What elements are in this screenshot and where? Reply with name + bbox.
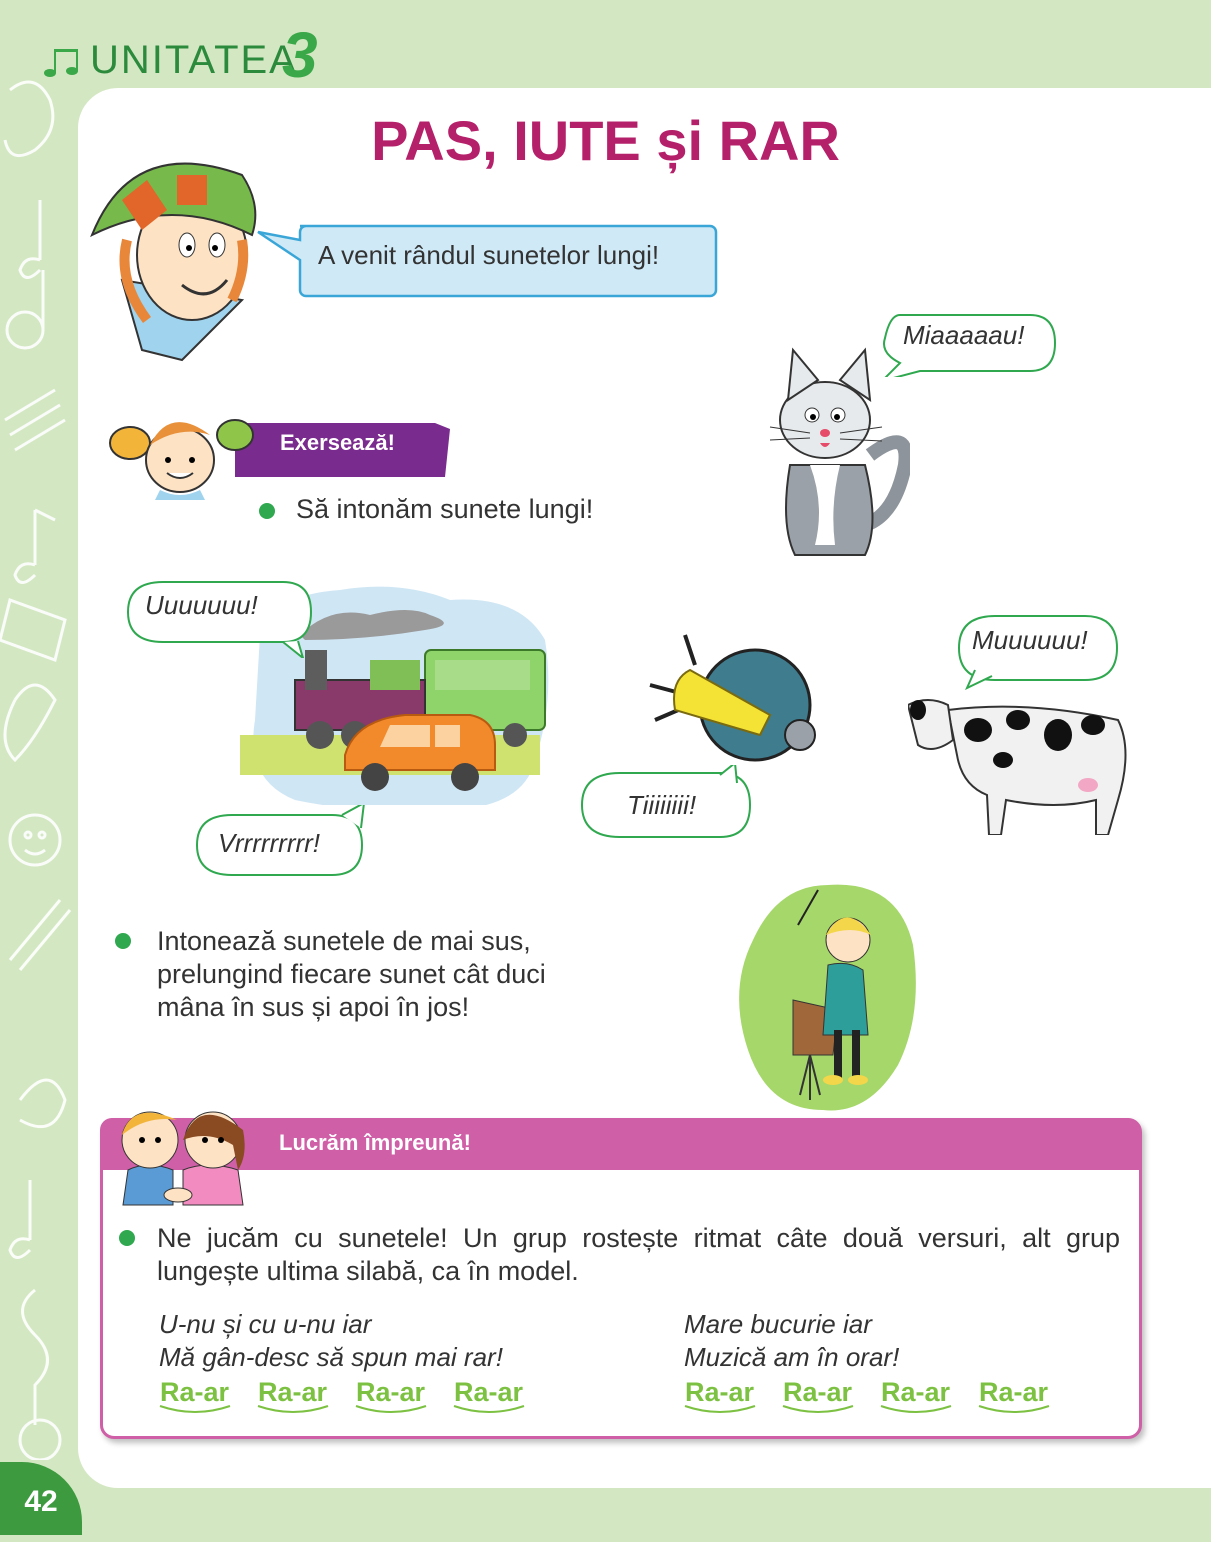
- speech-text: A venit rândul sunetelor lungi!: [318, 240, 660, 270]
- right-verse: Mare bucurie iar Muzică am în orar!: [684, 1309, 900, 1372]
- two-children-illustration: [108, 1095, 258, 1210]
- conductor-girl-illustration: [738, 880, 918, 1115]
- bullet-dot: [259, 503, 275, 519]
- rar-syllable: Ra-ar: [979, 1377, 1049, 1407]
- speech-bubble: [254, 222, 714, 294]
- music-doodles-decoration: [0, 0, 80, 1460]
- horn-sound-text: Tiiiiiiii!: [627, 790, 697, 820]
- unit-number: 3: [282, 19, 318, 91]
- cow-sound-text: Muuuuuu!: [972, 625, 1088, 655]
- rar-syllable: Ra-ar: [881, 1377, 951, 1407]
- cat-illustration: [760, 345, 910, 560]
- rar-syllable: Ra-ar: [258, 1377, 328, 1407]
- music-notes-icon: [42, 45, 88, 81]
- teamwork-instruction: Ne jucăm cu sunetele! Un grup rostește ritmat câte două versuri, alt grup lungește ultima silabă, ca în model.: [157, 1223, 1120, 1286]
- bullet-dot: [115, 933, 131, 949]
- rar-syllable: Ra-ar: [685, 1377, 755, 1407]
- exercise-item-2: Intonează sunetele de mai sus, prelungind fiecare sunet cât duci mâna în sus și apoi în jos!: [157, 926, 546, 1022]
- cat-sound-text: Miaaaaau!: [903, 320, 1025, 350]
- teamwork-badge-label: Lucrăm împreună!: [279, 1130, 471, 1155]
- rar-syllable: Ra-ar: [454, 1377, 524, 1407]
- train-sound-text: Uuuuuuu!: [145, 590, 258, 620]
- exercise-badge-label: Exersează!: [280, 430, 395, 455]
- rar-syllable: Ra-ar: [160, 1377, 230, 1407]
- rar-syllable: Ra-ar: [356, 1377, 426, 1407]
- page-title: PAS, IUTE și RAR: [371, 109, 840, 172]
- rar-slur-marks: [155, 1402, 1055, 1420]
- left-verse: U-nu și cu u-nu iar Mă gân-desc să spun mai rar!: [159, 1309, 503, 1372]
- cow-illustration: [908, 690, 1133, 835]
- bullet-dot: [119, 1230, 135, 1246]
- page-number: 42: [0, 1462, 82, 1535]
- horn-illustration: [645, 630, 820, 765]
- unit-label: UNITATEA: [90, 38, 298, 82]
- car-sound-text: Vrrrrrrrrr!: [218, 828, 321, 858]
- exercise-item-1: Să intonăm sunete lungi!: [296, 494, 594, 524]
- boy-character-illustration: [82, 140, 262, 365]
- rar-syllable: Ra-ar: [783, 1377, 853, 1407]
